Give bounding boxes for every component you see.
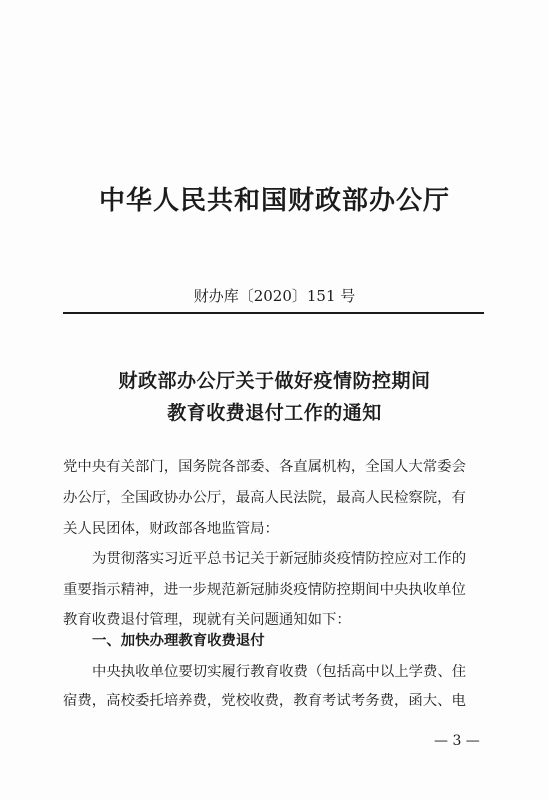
issuing-office-title: 中华人民共和国财政部办公厅 bbox=[98, 186, 450, 216]
section-1-heading: 一、加快办理教育收费退付 bbox=[92, 632, 265, 649]
document-number: 财办库〔2020〕151 号 bbox=[193, 287, 356, 305]
addressees-line-2: 办公厅，全国政协办公厅，最高人民法院，最高人民检察院，有 bbox=[63, 490, 466, 506]
header-divider bbox=[63, 312, 484, 314]
page-number: — 3 — bbox=[434, 733, 480, 749]
notice-title-line-2: 教育收费退付工作的通知 bbox=[167, 402, 382, 424]
intro-line-2: 重要指示精神，进一步规范新冠肺炎疫情防控期间中央执收单位 bbox=[63, 582, 466, 598]
addressees-line-3: 关人民团体，财政部各地监管局： bbox=[63, 521, 279, 537]
notice-title-line-1: 财政部办公厅关于做好疫情防控期间 bbox=[118, 370, 431, 392]
intro-line-3: 教育收费退付管理，现就有关问题通知如下： bbox=[63, 612, 351, 628]
section-1-line-1: 中央执收单位要切实履行教育收费（包括高中以上学费、住 bbox=[92, 664, 467, 680]
section-1-line-2: 宿费，高校委托培养费，党校收费，教育考试考务费，函大、电 bbox=[63, 693, 466, 709]
addressees-line-1: 党中央有关部门，国务院各部委、各直属机构，全国人大常委会 bbox=[63, 459, 466, 475]
intro-line-1: 为贯彻落实习近平总书记关于新冠肺炎疫情防控应对工作的 bbox=[92, 551, 467, 567]
